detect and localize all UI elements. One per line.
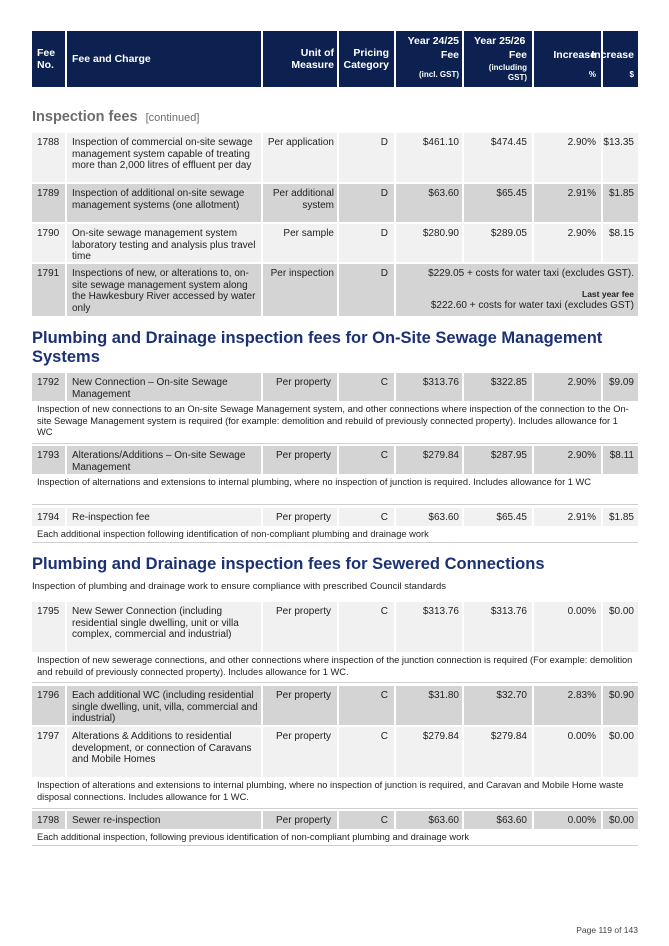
pricing-category: D (339, 133, 394, 182)
fee-number: 1792 (32, 373, 65, 401)
header-increase-amt (591, 31, 638, 87)
fee-year-2526: $322.85 (464, 373, 532, 401)
increase-percent: 2.90% (534, 133, 601, 182)
header-y2-note: (including GST) (488, 63, 527, 82)
pricing-category: C (339, 446, 394, 474)
fee-name: Alterations/Additions – On-site Sewage Management (67, 446, 261, 474)
fee-number: 1789 (32, 184, 65, 222)
fee-number: 1796 (32, 686, 65, 725)
increase-percent: 0.00% (534, 727, 601, 777)
fee-number: 1788 (32, 133, 65, 182)
unit-of-measure: Per property (263, 602, 337, 652)
header-inc-pct-label: Increase (553, 49, 596, 61)
table-row (32, 446, 638, 474)
fee-number: 1790 (32, 224, 65, 262)
increase-percent: 2.91% (534, 184, 601, 222)
table-row (32, 727, 638, 777)
pricing-category: D (339, 224, 394, 262)
fee-year-2526: $65.45 (464, 184, 532, 222)
unit-of-measure: Per additional system (263, 184, 337, 222)
inspection-title-text: Inspection fees (32, 109, 138, 125)
fee-name: Re-inspection fee (67, 508, 261, 526)
table-header (32, 31, 638, 87)
fee-year-2526: $313.76 (464, 602, 532, 652)
header-fee-no-label: Fee No. (37, 47, 56, 71)
pricing-category: C (339, 373, 394, 401)
fee-year-2425: $280.90 (396, 224, 462, 262)
fee-description: Each additional inspection, following previous identification of non-compliant plumbing and drainage work (32, 829, 638, 846)
header-inc-amt-unit: $ (629, 70, 634, 79)
pricing-category: C (339, 727, 394, 777)
increase-percent: 2.91% (534, 508, 601, 526)
fee-name: On-site sewage management system laboratory testing and analysis plus travel time (67, 224, 261, 262)
fee-year-2425: $279.84 (396, 727, 462, 777)
header-y1-title: Year 24/25 (407, 35, 459, 47)
table-row (32, 133, 638, 182)
fee-description: Inspection of new connections to an On-site Sewage Management system, and other connections where inspection of the connection to the On-site Sewage Management system is required (for example: demolition and rebuild of previously connected property). Includes allowance for 1 WC (32, 401, 638, 444)
table-row (32, 224, 638, 262)
increase-percent: 2.90% (534, 446, 601, 474)
header-year-2425 (396, 31, 462, 87)
fee-number: 1791 (32, 264, 65, 316)
increase-percent: 0.00% (534, 602, 601, 652)
table-row (32, 508, 638, 526)
increase-amount: $0.00 (603, 811, 638, 829)
last-year-fee: $222.60 + costs for water taxi (excludes GST) (430, 300, 634, 311)
header-inc-pct-unit: % (588, 70, 596, 79)
fee-year-2425: $63.60 (396, 184, 462, 222)
fee-name: Each additional WC (including residential single dwelling, unit, villa, commercial and industrial) (67, 686, 261, 725)
unit-of-measure: Per property (263, 686, 337, 725)
header-fee-no (32, 31, 65, 87)
pricing-category: C (339, 686, 394, 725)
fee-number: 1795 (32, 602, 65, 652)
fee-name: New Sewer Connection (including residential single dwelling, unit or villa complex, commercial and industrial) (67, 602, 261, 652)
increase-amount: $1.85 (603, 184, 638, 222)
unit-of-measure: Per property (263, 373, 337, 401)
table-row (32, 686, 638, 725)
last-year-label: Last year fee (582, 288, 634, 299)
increase-percent: 2.83% (534, 686, 601, 725)
section-title-onsite: Plumbing and Drainage inspection fees for On-Site Sewage Management Systems (32, 329, 603, 366)
fee-description: Inspection of alterations and extensions to internal plumbing, where no inspection of junction is required, and Caravan and Mobile Home waste disposal connections. Includes allowance for 1 WC. (32, 777, 638, 809)
fee-name: New Connection – On-site Sewage Management (67, 373, 261, 401)
fee-year-2425: $63.60 (396, 811, 462, 829)
header-category-label: Pricing Category (343, 47, 389, 71)
fee-name: Sewer re-inspection (67, 811, 261, 829)
increase-percent: 0.00% (534, 811, 601, 829)
table-row (32, 811, 638, 829)
pricing-category: C (339, 508, 394, 526)
unit-of-measure: Per property (263, 727, 337, 777)
fee-year-2425: $279.84 (396, 446, 462, 474)
section-intro: Inspection of plumbing and drainage work to ensure compliance with prescribed Council standards (32, 581, 447, 592)
pricing-category: D (339, 264, 394, 316)
increase-amount: $0.00 (603, 727, 638, 777)
merged-fee-text: $229.05 + costs for water taxi (excludes GST). (428, 268, 634, 279)
fee-name: Inspections of new, or alterations to, on-site sewage management system along the Hawkesbury River accessed by water only (67, 264, 261, 316)
section-title-inspection (32, 109, 199, 125)
section-title-sewered: Plumbing and Drainage inspection fees for Sewered Connections (32, 555, 545, 573)
fee-year-2425: $63.60 (396, 508, 462, 526)
fee-number: 1798 (32, 811, 65, 829)
pricing-category: D (339, 184, 394, 222)
fee-year-2526: $63.60 (464, 811, 532, 829)
unit-of-measure: Per property (263, 446, 337, 474)
table-row (32, 373, 638, 401)
increase-amount: $0.00 (603, 602, 638, 652)
header-unit-of-measure (263, 31, 337, 87)
fee-name: Alterations & Additions to residential development, or connection of Caravans and Mobile Homes (67, 727, 261, 777)
header-y1-fee: Fee (440, 49, 459, 61)
increase-percent: 2.90% (534, 373, 601, 401)
header-fee-and-charge-label: Fee and Charge (72, 53, 151, 65)
unit-of-measure: Per property (263, 811, 337, 829)
table-row (32, 264, 638, 316)
unit-of-measure: Per sample (263, 224, 337, 262)
header-unit-label: Unit of Measure (291, 47, 334, 71)
fee-number: 1794 (32, 508, 65, 526)
fee-name: Inspection of additional on-site sewage management systems (one allotment) (67, 184, 261, 222)
fee-year-2425: $313.76 (396, 602, 462, 652)
fee-year-2526: $279.84 (464, 727, 532, 777)
increase-amount: $8.15 (603, 224, 638, 262)
page-number: Page 119 of 143 (576, 925, 638, 935)
unit-of-measure: Per inspection (263, 264, 337, 316)
fee-year-2526: $474.45 (464, 133, 532, 182)
merged-fee-cell (396, 264, 638, 316)
header-y1-note: (incl. GST) (419, 70, 459, 79)
fee-description: Inspection of alternations and extensions to internal plumbing, where no inspection of junction is required. Includes allowance for 1 WC (32, 474, 638, 505)
increase-amount: $1.85 (603, 508, 638, 526)
fee-description: Each additional inspection following identification of non-compliant plumbing and drainage work (32, 526, 638, 543)
header-y2-fee: Fee (508, 49, 527, 61)
fee-number: 1797 (32, 727, 65, 777)
fee-year-2425: $31.80 (396, 686, 462, 725)
fee-year-2526: $287.95 (464, 446, 532, 474)
continued-label: [continued] (145, 112, 200, 124)
table-row (32, 602, 638, 652)
header-inc-amt-label: Increase (591, 49, 634, 61)
fee-year-2425: $313.76 (396, 373, 462, 401)
table-row (32, 184, 638, 222)
increase-percent: 2.90% (534, 224, 601, 262)
fee-year-2526: $65.45 (464, 508, 532, 526)
header-y2-title: Year 25/26 (474, 35, 526, 47)
fee-year-2425: $461.10 (396, 133, 462, 182)
increase-amount: $13.35 (603, 133, 638, 182)
header-pricing-category (339, 31, 394, 87)
fee-year-2526: $32.70 (464, 686, 532, 725)
unit-of-measure: Per application (263, 133, 337, 182)
fee-number: 1793 (32, 446, 65, 474)
fee-name: Inspection of commercial on-site sewage management system capable of treating more than 2,000 litres of effluent per day (67, 133, 261, 182)
header-fee-and-charge (67, 31, 261, 87)
increase-amount: $8.11 (603, 446, 638, 474)
increase-amount: $0.90 (603, 686, 638, 725)
fee-description: Inspection of new sewerage connections, and other connections where inspection of the junction connection is required (For example: demolition and rebuild of previously connected property). Includes allowance for 1 WC. (32, 652, 638, 683)
pricing-category: C (339, 602, 394, 652)
pricing-category: C (339, 811, 394, 829)
header-year-2526 (464, 31, 532, 87)
increase-amount: $9.09 (603, 373, 638, 401)
fee-year-2526: $289.05 (464, 224, 532, 262)
unit-of-measure: Per property (263, 508, 337, 526)
